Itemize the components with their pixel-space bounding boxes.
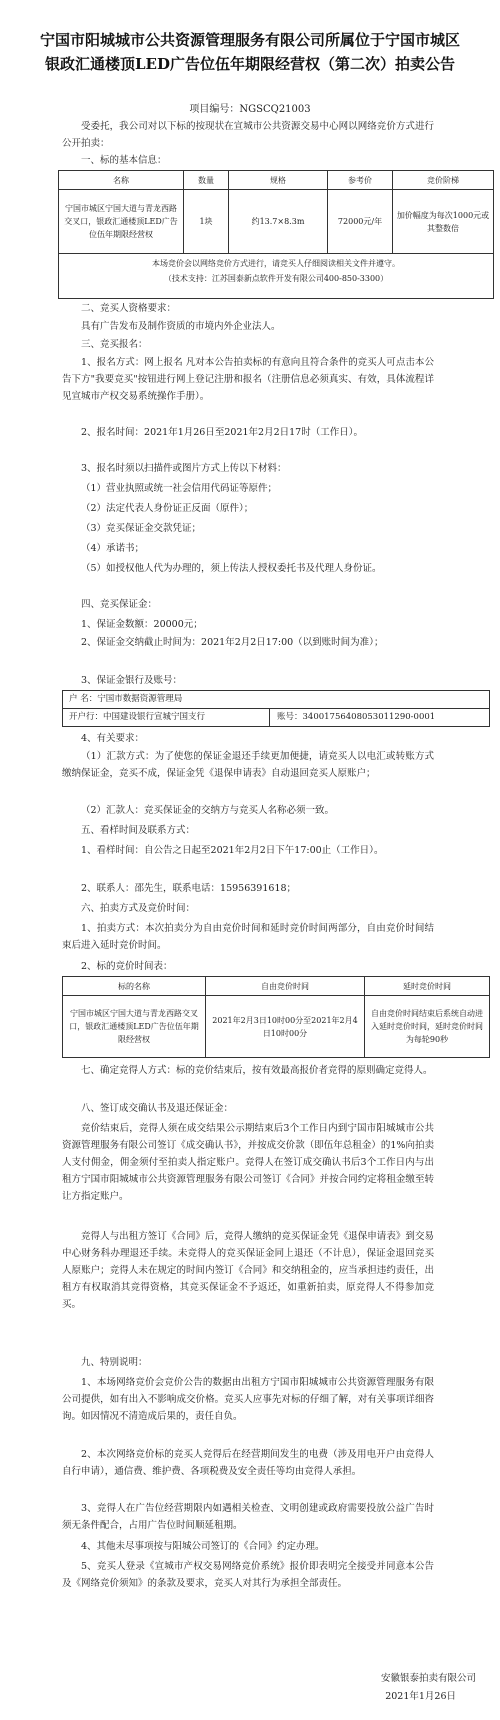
requirements-heading: 4、有关要求： bbox=[81, 733, 145, 744]
section-7-winner-method: 七、确定竞得人方式：标的竞价结束后，按有效最高报价者竞得的原则确定竞得人。 bbox=[81, 1065, 433, 1076]
cell-lot-name: 宁国市城区宁国大道与青龙西路交叉口，银政汇通楼顶LED广告位伍年期限经营权 bbox=[59, 190, 184, 254]
header-lot-name: 标的名称 bbox=[63, 977, 206, 996]
section-4-heading: 四、竞买保证金： bbox=[81, 599, 158, 610]
table-header-row bbox=[63, 977, 490, 996]
remitter-requirement: （2）汇款人：竞买保证金的交纳方与竞买人名称必须一致。 bbox=[81, 805, 335, 816]
technical-support: （技术支持：江苏国泰新点软件开发有限公司400-850-3300） bbox=[163, 274, 389, 283]
special-note-3: 3、竞得人在广告位经营期限内如遇相关检查、文明创建或政府需要投放公益广告时须无条件配合，占用广告位时间顺延租期。 bbox=[62, 1503, 434, 1531]
notice-text: 本场竞价会以网络竞价方式进行，请竞买人仔细阅读相关文件并遵守。 bbox=[152, 259, 400, 268]
header-reference-price: 参考价 bbox=[328, 171, 393, 190]
account-bank-row bbox=[62, 709, 490, 727]
bidding-schedule-heading: 2、标的竞价时间表： bbox=[81, 961, 173, 972]
cell-bid-increment: 加价幅度为每次1000元或其整数倍 bbox=[393, 190, 494, 254]
account-bank: 开户行：中国建设银行宣城宁国支行 bbox=[69, 712, 206, 722]
viewing-time: 1、看样时间：自公告之日起至2021年2月2日下午17:00止（工作日）。 bbox=[81, 845, 384, 856]
cell-lot-name: 宁国市城区宁国大道与青龙西路交叉口，银政汇通楼顶LED广告位伍年期限经营权 bbox=[63, 996, 206, 1058]
bidding-schedule-table bbox=[62, 976, 490, 1058]
header-spec: 规格 bbox=[229, 171, 328, 190]
account-name: 户 名：宁国市数据资源管理局 bbox=[69, 694, 183, 704]
special-note-1: 1、本场网络竞价会竞价公告的数据由出租方宁国市阳城城市公共资源管理服务有限公司提供，如有出入不影响成交价格。竞买人应事先对标的仔细了解，对有关事项详细咨询。如因情况不清造成后果的，责任自负。 bbox=[62, 1377, 434, 1422]
lot-info-table bbox=[58, 170, 494, 254]
section-2-heading: 二、竞买人资格要求： bbox=[81, 303, 177, 314]
registration-time: 2、报名时间：2021年1月26日至2021年2月2日17时（工作日）。 bbox=[81, 427, 363, 438]
intro-paragraph: 受委托，我公司对以下标的按现状在宣城市公共资源交易中心网以网络竞价方式进行公开拍卖： bbox=[62, 121, 434, 149]
table-row bbox=[63, 996, 490, 1058]
remittance-method: （1）汇款方式：为了使您的保证金退还手续更加便捷，请竞买人以电汇或转账方式缴纳保证金，竞买不成，保证金凭《退保申请表》自动退回竞买人原账户； bbox=[62, 751, 434, 779]
cell-quantity: 1块 bbox=[184, 190, 229, 254]
special-note-2: 2、本次网络竞价标的竞买人竞得后在经营期间发生的电费（涉及用电开户由竞得人自行申请），通信费、维护费、各项税费及安全责任等均由竞得人承担。 bbox=[62, 1449, 434, 1477]
page-title: 宁国市阳城城市公共资源管理服务有限公司所属位于宁国市城区银政汇通楼顶LED广告位伍年期限经营权（第二次）拍卖公告 bbox=[39, 31, 460, 73]
deposit-amount: 1、保证金数额：20000元； bbox=[81, 619, 203, 630]
table-notice bbox=[58, 252, 494, 299]
table-header-row bbox=[59, 171, 494, 190]
section-8-heading: 八、签订成交确认书及退还保证金： bbox=[81, 1103, 234, 1114]
section-3-heading: 三、竞买报名： bbox=[81, 339, 148, 350]
auction-method: 1、拍卖方式：本次拍卖分为自由竞价时间和延时竞价时间两部分，自由竞价时间结束后进入延时竞价时间。 bbox=[62, 923, 434, 951]
deposit-bank-heading: 3、保证金银行及账号： bbox=[81, 675, 183, 686]
cell-extended-bidding-time: 自由竞价时间结束后系统自动进入延时竞价时间，延时竞价时间为每轮90秒 bbox=[365, 996, 490, 1058]
cell-reference-price: 72000元/年 bbox=[328, 190, 393, 254]
table-row bbox=[59, 190, 494, 254]
header-quantity: 数量 bbox=[184, 171, 229, 190]
section-9-heading: 九、特别说明： bbox=[81, 1357, 148, 1368]
project-number: 项目编号：NGSCQ21003 bbox=[189, 104, 311, 115]
deposit-deadline: 2、保证金交纳截止时间为：2021年2月2日17:00（以到账时间为准）； bbox=[81, 637, 384, 648]
material-item: （2）法定代表人身份证正反面（原件）； bbox=[81, 503, 254, 514]
section-5-heading: 五、看样时间及联系方式： bbox=[81, 825, 196, 836]
material-item: （3）竞买保证金交款凭证； bbox=[81, 523, 202, 534]
section-8-paragraph-1: 竞价结束后，竞得人须在成交结果公示期结束后3个工作日内到宁国市阳城城市公共资源管理服务有限公司签订《成交确认书》，并按成交价款（即伍年总租金）的1%向拍卖人支付佣金，佣金须付至拍卖人指定账户。竞得人在签订成交确认书后3个工作日内与出租方宁国市阳城城市公共资源管理服务有限公司签订《合同》并按合同约定将租金缴至转让方指定账户。 bbox=[62, 1123, 434, 1202]
material-item: （5）如授权他人代为办理的，须上传法人授权委托书及代理人身份证。 bbox=[81, 563, 382, 574]
section-1-heading: 一、标的基本信息： bbox=[81, 155, 167, 166]
contact-info: 2、联系人：邵先生，联系电话：15956391618； bbox=[81, 883, 297, 894]
header-name: 名称 bbox=[59, 171, 184, 190]
registration-materials: 3、报名时须以扫描件或图片方式上传以下材料： bbox=[81, 463, 287, 474]
header-free-bidding: 自由竞价时间 bbox=[206, 977, 365, 996]
section-2-text: 具有广告发布及制作资质的市境内外企业法人。 bbox=[81, 321, 281, 332]
registration-method: 1、报名方式：网上报名 凡对本公告拍卖标的有意向且符合条件的竞买人可点击本公告下方"我要竞买"按钮进行网上登记注册和报名（注册信息必须真实、有效，具体流程详见宣城市产权交易系统操作手册）。 bbox=[62, 357, 434, 402]
material-item: （1）营业执照或统一社会信用代码证等原件； bbox=[81, 483, 278, 494]
signer-company: 安徽银泰拍卖有限公司 bbox=[380, 1673, 476, 1684]
bank-account-table bbox=[62, 690, 490, 727]
section-6-heading: 六、拍卖方式及竞价时间： bbox=[81, 903, 196, 914]
cell-free-bidding-time: 2021年2月3日10时00分至2021年2月4日10时00分 bbox=[206, 996, 365, 1058]
account-name-row bbox=[62, 690, 490, 709]
material-item: （4）承诺书； bbox=[81, 543, 145, 554]
header-extended-bidding: 延时竞价时间 bbox=[365, 977, 490, 996]
cell-spec: 约13.7×8.3m bbox=[229, 190, 328, 254]
signing-date: 2021年1月26日 bbox=[385, 1691, 456, 1702]
account-number: 账号：34001756408053011290-0001 bbox=[277, 712, 436, 722]
header-bid-increment: 竞价阶梯 bbox=[393, 171, 494, 190]
special-note-5: 5、竞买人登录《宣城市产权交易网络竞价系统》报价即表明完全接受并同意本公告及《网络竞价须知》的条款及要求，竞买人对其行为承担全部责任。 bbox=[62, 1561, 434, 1589]
special-note-4: 4、其他未尽事项按与阳城公司签订的《合同》约定办理。 bbox=[81, 1541, 325, 1552]
section-8-paragraph-2: 竞得人与出租方签订《合同》后，竞得人缴纳的竞买保证金凭《退保申请表》到交易中心财务科办理退还手续。未竞得人的竞买保证金同上退还（不计息），保证金退回竞买人原账户；竞得人未在规定的时间内签订《合同》和交纳租金的，应当承担违约责任，出租方有权取消其竞得资格，其竞买保证金不予返还，如重新拍卖，原竞得人不得参加竞买。 bbox=[62, 1231, 434, 1310]
